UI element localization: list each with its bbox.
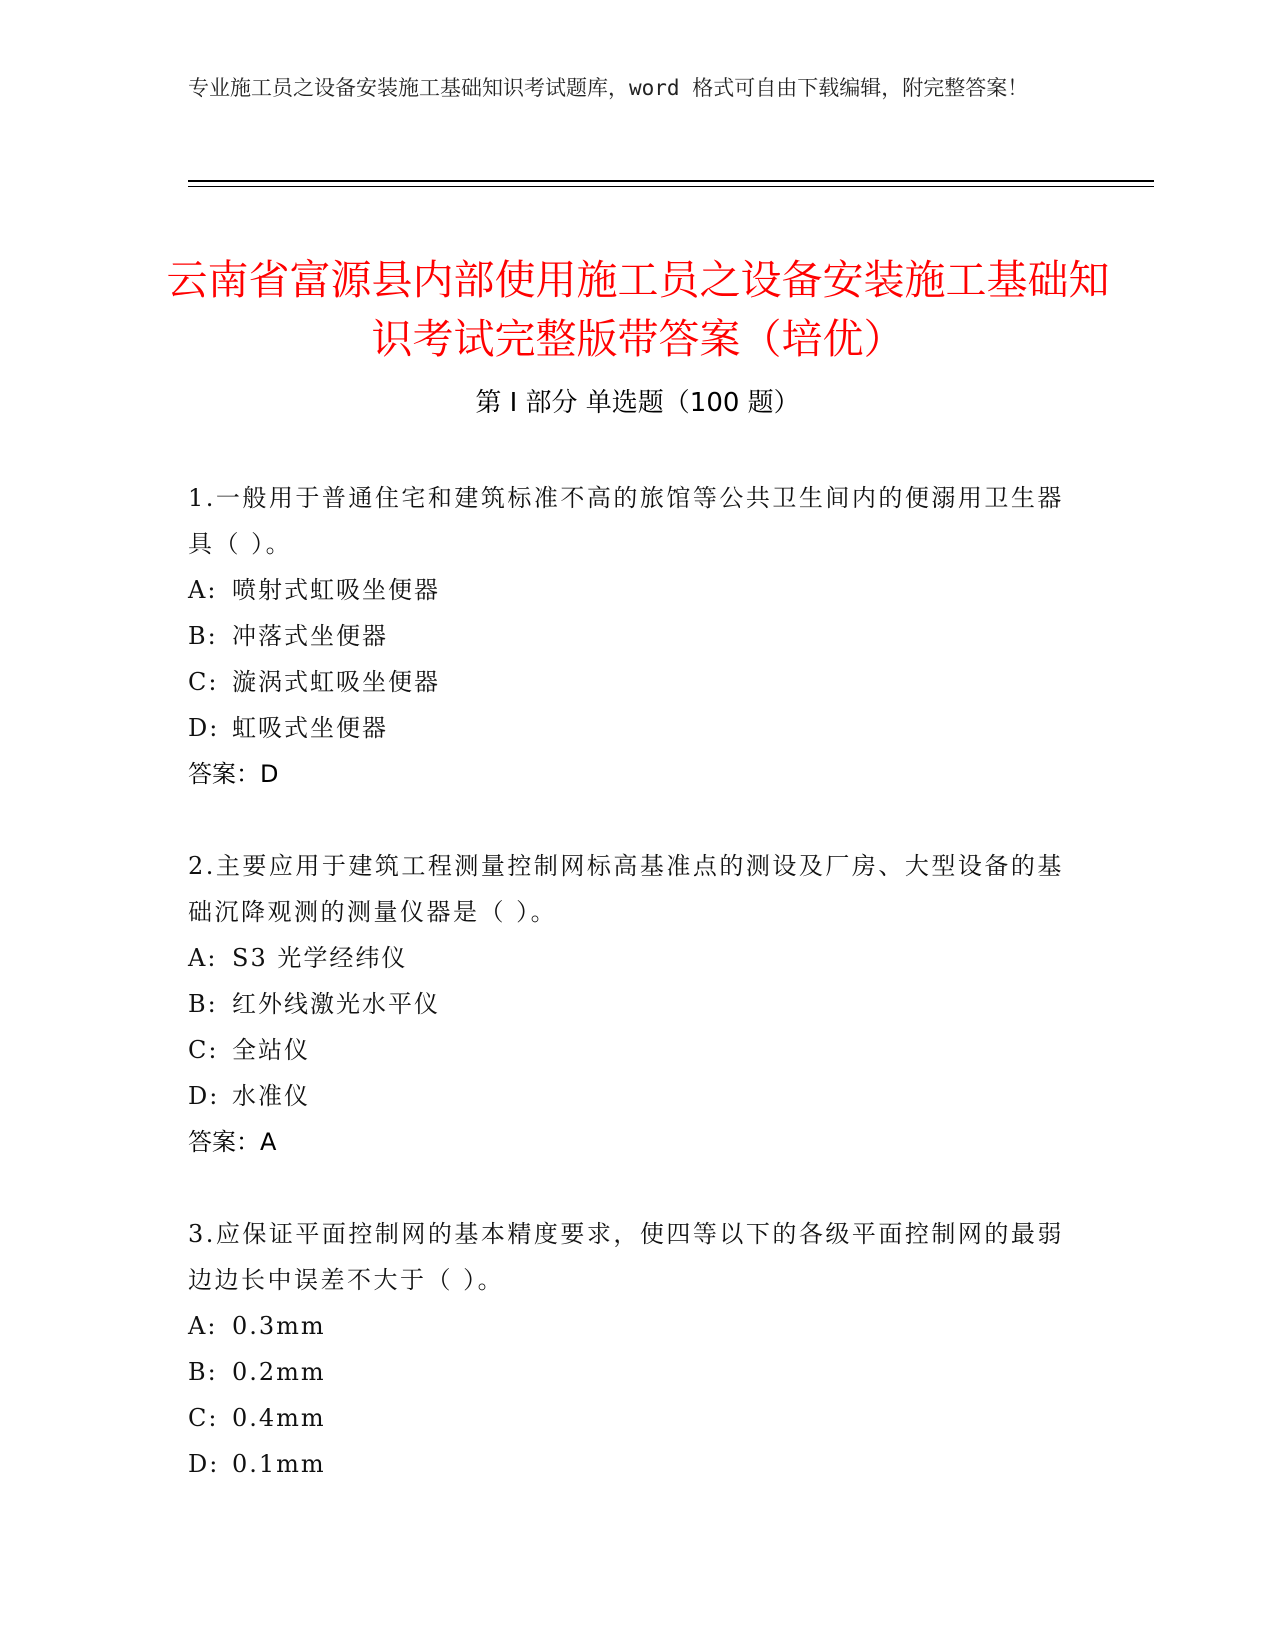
option-text: 冲落式坐便器 [232, 622, 388, 650]
option-text: 水准仪 [232, 1082, 310, 1110]
option-d [188, 1073, 1068, 1119]
header-rule-thin [188, 186, 1154, 187]
option-a [188, 1303, 1068, 1349]
option-letter: B: [188, 1358, 218, 1386]
option-a [188, 935, 1068, 981]
option-b [188, 1349, 1068, 1395]
header-rule-thick [188, 180, 1154, 182]
option-text: 0.1mm [232, 1450, 326, 1478]
option-letter: B: [188, 622, 218, 650]
header-note: 专业施工员之设备安装施工基础知识考试题库，word 格式可自由下载编辑，附完整答案！ [188, 76, 1029, 100]
option-c [188, 1027, 1068, 1073]
option-text: 0.2mm [232, 1358, 326, 1386]
section-title: 第 I 部分 单选题（100 题） [475, 388, 800, 418]
option-letter: A: [188, 576, 218, 604]
option-text: 全站仪 [232, 1036, 310, 1064]
option-letter: D: [188, 714, 220, 742]
option-text: 漩涡式虹吸坐便器 [232, 668, 440, 696]
document-title: 云南省富源县内部使用施工员之设备安装施工基础知识考试完整版带答案（培优） [166, 256, 1110, 364]
option-letter: C: [188, 1404, 219, 1432]
option-a [188, 567, 1068, 613]
option-text: 喷射式虹吸坐便器 [232, 576, 440, 604]
option-text: 红外线激光水平仪 [232, 990, 440, 1018]
question-stem: 2.主要应用于建筑工程测量控制网标高基准点的测设及厂房、大型设备的基础沉降观测的测量仪器是（ ）。 [188, 852, 1064, 926]
option-text: 虹吸式坐便器 [232, 714, 388, 742]
question-stem: 1.一般用于普通住宅和建筑标准不高的旅馆等公共卫生间内的便溺用卫生器具（ ）。 [188, 484, 1064, 558]
option-c [188, 1395, 1068, 1441]
option-b [188, 981, 1068, 1027]
question-1 [188, 475, 1068, 797]
option-letter: C: [188, 1036, 219, 1064]
option-b [188, 613, 1068, 659]
option-letter: A: [188, 944, 218, 972]
question-stem: 3.应保证平面控制网的基本精度要求，使四等以下的各级平面控制网的最弱边边长中误差不大于（ ）。 [188, 1220, 1064, 1294]
option-text: 0.4mm [232, 1404, 326, 1432]
option-letter: D: [188, 1082, 220, 1110]
option-c [188, 659, 1068, 705]
answer-line: 答案：D [188, 760, 279, 788]
option-text: S3 光学经纬仪 [232, 944, 408, 972]
option-letter: B: [188, 990, 218, 1018]
answer-line: 答案：A [188, 1128, 277, 1156]
question-3 [188, 1211, 1068, 1487]
option-d [188, 1441, 1068, 1487]
option-letter: A: [188, 1312, 218, 1340]
question-list [188, 475, 1068, 1533]
option-letter: C: [188, 668, 219, 696]
option-text: 0.3mm [232, 1312, 326, 1340]
option-letter: D: [188, 1450, 220, 1478]
option-d [188, 705, 1068, 751]
question-2 [188, 843, 1068, 1165]
